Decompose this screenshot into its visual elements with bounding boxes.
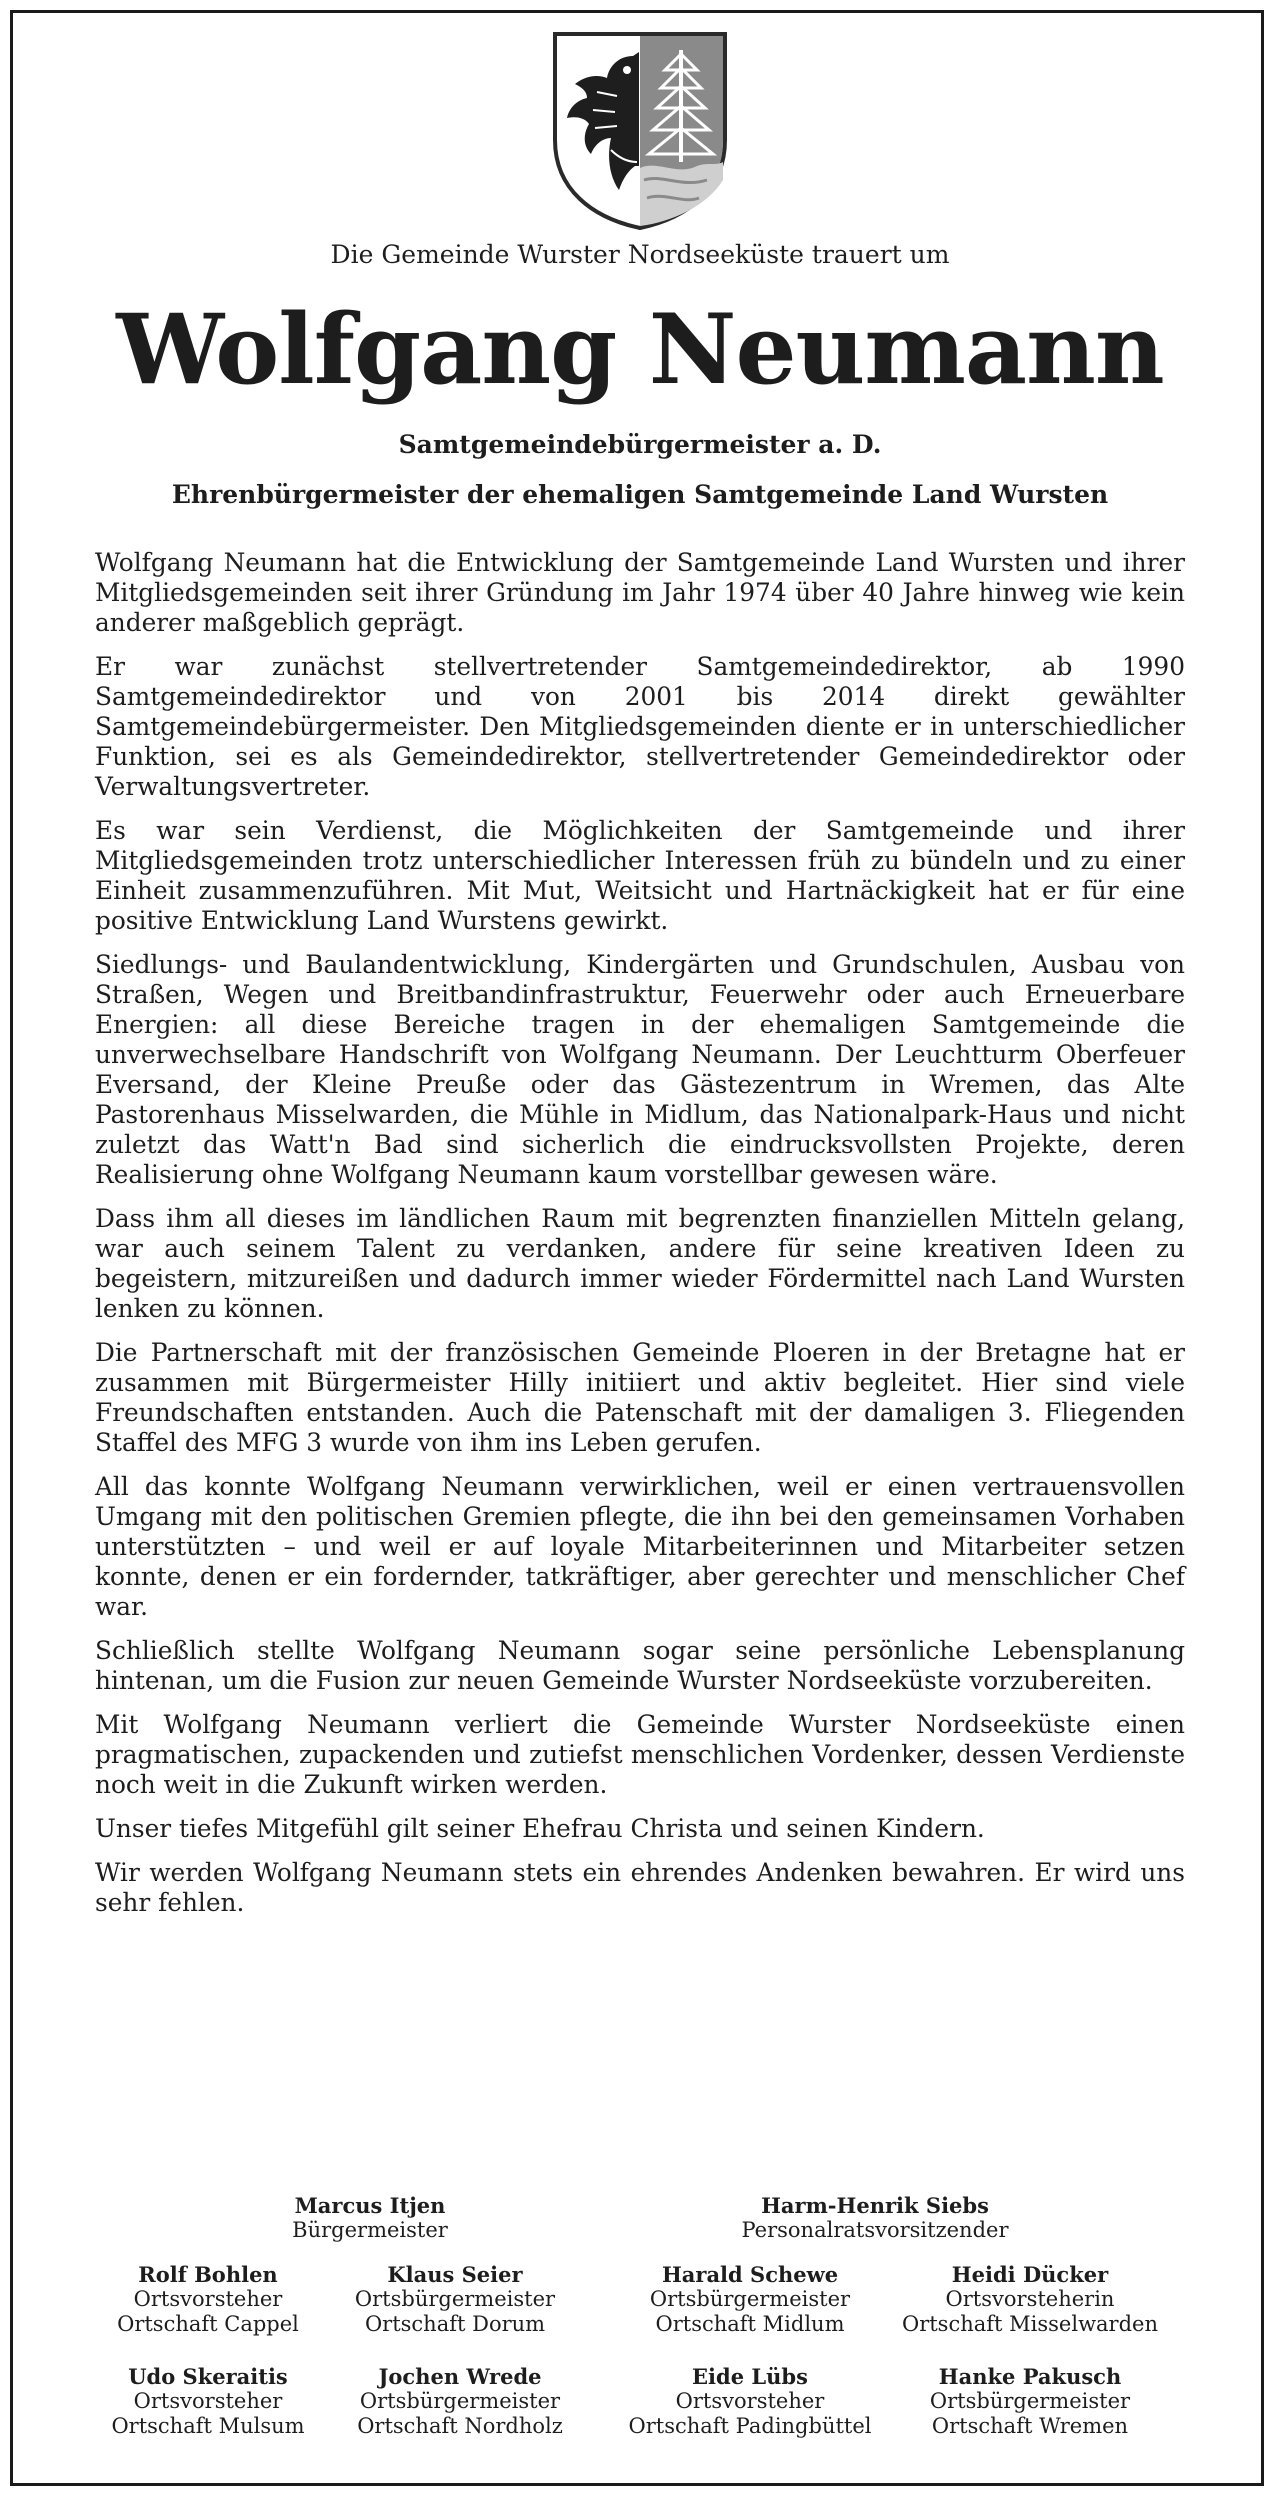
signatory-name: Jochen Wrede xyxy=(378,2364,542,2389)
signatory-role: Ortsvorsteher xyxy=(675,2389,825,2413)
signatory-schewe xyxy=(620,2262,880,2337)
signatory-name: Udo Skeraitis xyxy=(128,2364,288,2389)
paragraph: Mit Wolfgang Neumann verliert die Gemeinde Wurster Nordseeküste einen pragmatischen, zupackenden und zutiefst menschlichen Vordenker, dessen Verdienste noch weit in die Zukunft wirken werden. xyxy=(95,1710,1185,1799)
signatory-name: Harm-Henrik Siebs xyxy=(761,2193,989,2218)
signatory-role: Ortsbürgermeister xyxy=(649,2287,851,2311)
signatory-skeraitis xyxy=(88,2364,328,2439)
signatory-name: Harald Schewe xyxy=(661,2262,839,2287)
signatory-itjen xyxy=(220,2193,520,2243)
signatory-role: Ortsvorsteher xyxy=(133,2389,283,2413)
paragraph: Wolfgang Neumann hat die Entwicklung der Samtgemeinde Land Wursten und ihrer Mitgliedsgemeinden seit ihrer Gründung im Jahr 1974 über 40 Jahre hinweg wie kein anderer maßgeblich geprägt. xyxy=(95,548,1185,637)
title-line-2: Ehrenbürgermeister der ehemaligen Samtgemeinde Land Wursten xyxy=(171,480,1109,509)
paragraph: Dass ihm all dieses im ländlichen Raum mit begrenzten finanziellen Mitteln gelang, war auch seinem Talent zu verdanken, andere für seine kreativen Ideen zu begeistern, mitzureißen und dadurch immer wieder Fördermittel nach Land Wursten lenken zu können. xyxy=(95,1204,1185,1323)
paragraph: Es war sein Verdienst, die Möglichkeiten der Samtgemeinde und ihrer Mitgliedsgemeinden trotz unterschiedlicher Interessen früh zu bündeln und zu einer Einheit zusammenzuführen. Mit Mut, Weitsicht und Hartnäckigkeit hat er für eine positive Entwicklung Land Wurstens gewirkt. xyxy=(95,816,1185,935)
signatory-place: Ortschaft Dorum xyxy=(364,2312,546,2336)
obituary-text xyxy=(95,548,1185,1932)
signatory-name: Klaus Seier xyxy=(387,2262,523,2287)
signatory-name: Eide Lübs xyxy=(692,2364,808,2389)
paragraph: Unser tiefes Mitgefühl gilt seiner Ehefrau Christa und seinen Kindern. xyxy=(95,1814,985,1843)
signatory-seier xyxy=(335,2262,575,2337)
paragraph: Siedlungs- und Baulandentwicklung, Kindergärten und Grundschulen, Ausbau von Straßen, Wegen und Breitbandinfrastruktur, Feuerwehr oder auch Erneuerbare Energien: all diese Bereiche tragen in der ehemaligen Samtgemeinde die unverwechselbare Handschrift von Wolfgang Neumann. Der Leuchtturm Oberfeuer Eversand, der Kleine Preuße oder das Gästezentrum in Wremen, das Alte Pastorenhaus Misselwarden, die Mühle in Midlum, das Nationalpark-Haus und nicht zuletzt das Watt'n Bad sind sicherlich die eindrucksvollsten Projekte, deren Realisierung ohne Wolfgang Neumann kaum vorstellbar gewesen wäre. xyxy=(95,950,1185,1189)
signatory-name: Marcus Itjen xyxy=(294,2193,446,2218)
intro-line: Die Gemeinde Wurster Nordseeküste trauert um xyxy=(330,240,950,269)
signatory-role: Ortsbürgermeister xyxy=(359,2389,561,2413)
signatory-pakusch xyxy=(900,2364,1160,2439)
signatory-place: Ortschaft Midlum xyxy=(655,2312,845,2336)
signatory-place: Ortschaft Mulsum xyxy=(111,2414,305,2438)
signatory-role: Personalratsvorsitzender xyxy=(741,2218,1009,2242)
signatory-role: Ortsbürgermeister xyxy=(929,2389,1131,2413)
deceased-name: Wolfgang Neumann xyxy=(116,293,1164,406)
signatory-name: Rolf Bohlen xyxy=(138,2262,278,2287)
signatory-wrede xyxy=(335,2364,585,2439)
paragraph: Schließlich stellte Wolfgang Neumann sogar seine persönliche Lebensplanung hintenan, um die Fusion zur neuen Gemeinde Wurster Nordseeküste vorzubereiten. xyxy=(95,1636,1185,1695)
coat-of-arms-icon xyxy=(547,30,733,230)
paragraph: Er war zunächst stellvertretender Samtgemeindedirektor, ab 1990 Samtgemeindedirektor und von 2001 bis 2014 direkt gewählter Samtgemeindebürgermeister. Den Mitgliedsgemeinden diente er in unterschiedlicher Funktion, sei es als Gemeindedirektor, stellvertretender Gemeindedirektor oder Verwaltungsvertreter. xyxy=(95,652,1185,801)
signatory-place: Ortschaft Wremen xyxy=(931,2414,1129,2438)
signatory-place: Ortschaft Cappel xyxy=(117,2312,299,2336)
title-line-1: Samtgemeindebürgermeister a. D. xyxy=(398,430,882,459)
signatory-name: Heidi Dücker xyxy=(951,2262,1109,2287)
signatory-duecker xyxy=(880,2262,1180,2337)
signatory-place: Ortschaft Padingbüttel xyxy=(628,2414,872,2438)
paragraph: Wir werden Wolfgang Neumann stets ein ehrendes Andenken bewahren. Er wird uns sehr fehlen. xyxy=(95,1858,1185,1917)
signatory-place: Ortschaft Misselwarden xyxy=(901,2312,1158,2336)
paragraph: All das konnte Wolfgang Neumann verwirklichen, weil er einen vertrauensvollen Umgang mit den politischen Gremien pflegte, die ihn bei den gemeinsamen Vorhaben unterstützten – und weil er auf loyale Mitarbeiterinnen und Mitarbeiter setzen konnte, denen er ein fordernder, tatkräftiger, aber gerechter und menschlicher Chef war. xyxy=(95,1472,1185,1621)
signatory-name: Hanke Pakusch xyxy=(938,2364,1122,2389)
signatory-role: Ortsvorsteherin xyxy=(945,2287,1115,2311)
signatory-role: Ortsbürgermeister xyxy=(354,2287,556,2311)
signatory-luebs xyxy=(600,2364,900,2439)
signatory-place: Ortschaft Nordholz xyxy=(357,2414,563,2438)
paragraph: Die Partnerschaft mit der französischen Gemeinde Ploeren in der Bretagne hat er zusammen mit Bürgermeister Hilly initiiert und aktiv begleitet. Hier sind viele Freundschaften entstanden. Auch die Patenschaft mit der damaligen 3. Fliegenden Staffel des MFG 3 wurde von ihm ins Leben gerufen. xyxy=(95,1338,1185,1457)
signatory-bohlen xyxy=(88,2262,328,2337)
signatory-role: Ortsvorsteher xyxy=(133,2287,283,2311)
signatory-siebs xyxy=(695,2193,1055,2243)
signatory-role: Bürgermeister xyxy=(292,2218,448,2242)
